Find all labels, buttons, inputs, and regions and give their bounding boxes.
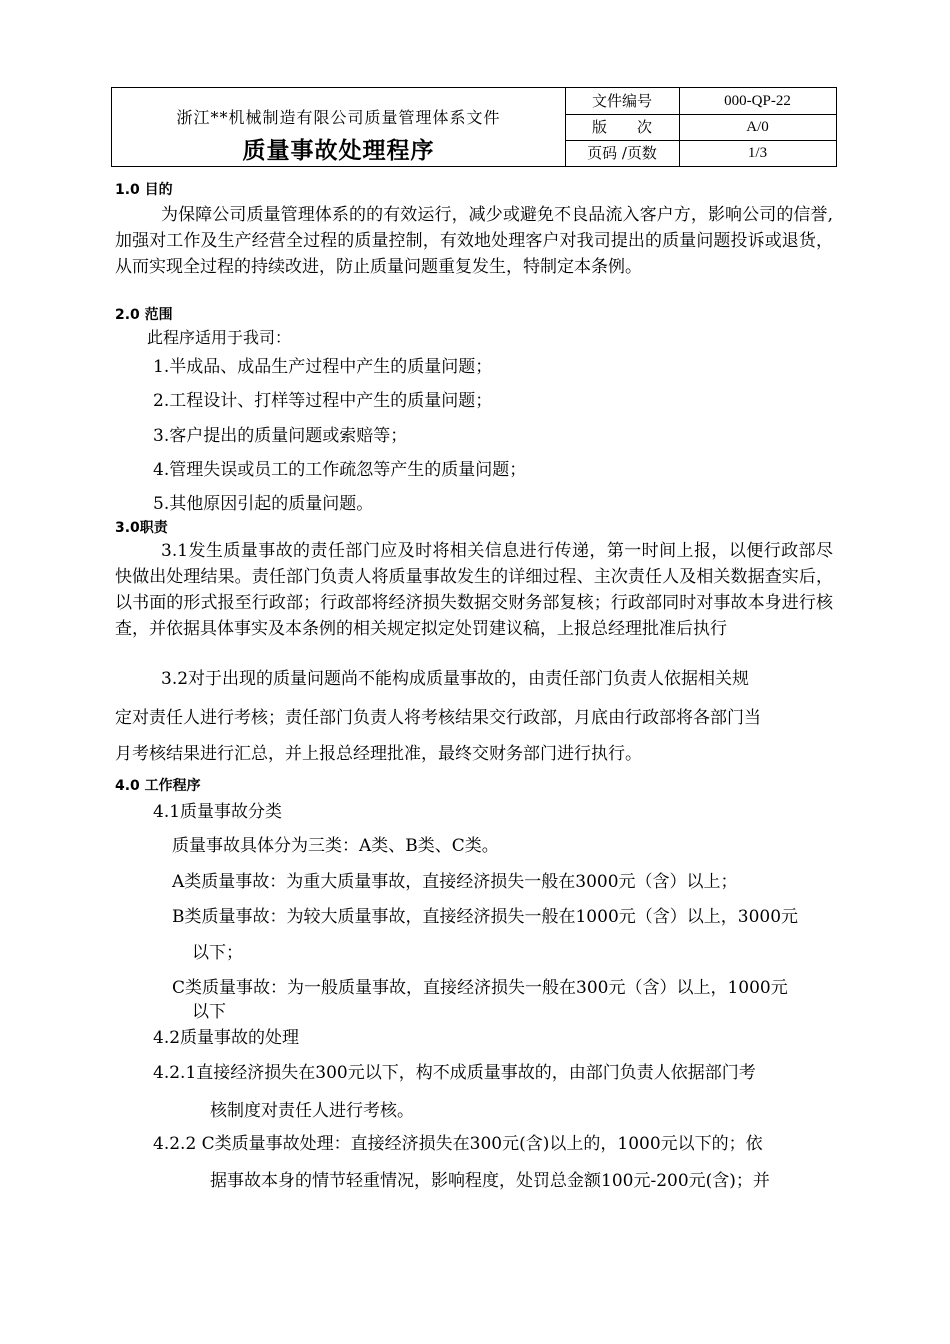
responsibility-p2-line-1: 3.2对于出现的质量问题尚不能构成质量事故的，由责任部门负责人依据相关规	[161, 669, 750, 689]
rule-4-2-2-line-1: 4.2.2 C类质量事故处理：直接经济损失在300元(含)以上的，1000元以下的；依	[153, 1134, 763, 1154]
section-heading-procedure: 4.0 工作程序	[115, 778, 201, 794]
scope-item-2: 2.工程设计、打样等过程中产生的质量问题；	[153, 391, 493, 411]
version-row	[565, 114, 836, 141]
class-b-definition-line-1: B类质量事故：为较大质量事故，直接经济损失一般在1000元（含）以上，3000元	[172, 907, 799, 927]
doc-number-row	[565, 88, 836, 115]
doc-number-label: 文件编号	[565, 88, 680, 114]
scope-item-1: 1.半成品、成品生产过程中产生的质量问题；	[153, 357, 493, 377]
document-title: 质量事故处理程序	[242, 138, 435, 164]
page-count-row	[565, 140, 836, 166]
section-heading-scope: 2.0 范围	[115, 307, 173, 323]
scope-item-5: 5.其他原因引起的质量问题。	[153, 494, 374, 514]
responsibility-paragraph-1: 3.1发生质量事故的责任部门应及时将相关信息进行传递，第一时间上报，以便行政部尽快做出处理结果。责任部门负责人将质量事故发生的详细过程、主次责任人及相关数据查实后，以书面的形式报至行政部；行政部将经济损失数据交财务部复核；行政部同时对事故本身进行核查，并依据具体事实及本条例的相关规定拟定处罚建议稿，上报总经理批准后执行	[115, 541, 833, 639]
class-c-definition-line-1: C类质量事故：为一般质量事故，直接经济损失一般在300元（含）以上，1000元	[172, 978, 788, 998]
rule-4-2-2-line-2: 据事故本身的情节轻重情况，影响程度，处罚总金额100元-200元(含)；并	[210, 1171, 770, 1191]
scope-intro: 此程序适用于我司：	[147, 328, 292, 347]
page-count-label: 页码 /页数	[565, 140, 680, 166]
rule-4-2-1-line-1: 4.2.1直接经济损失在300元以下，构不成质量事故的，由部门负责人依据部门考	[153, 1063, 756, 1083]
class-a-definition: A类质量事故：为重大质量事故，直接经济损失一般在3000元（含）以上；	[172, 872, 738, 892]
rule-4-2-1-line-2: 核制度对责任人进行考核。	[210, 1101, 414, 1121]
section-heading-purpose: 1.0 目的	[115, 182, 173, 198]
header-title-cell	[112, 88, 566, 166]
scope-item-4: 4.管理失误或员工的工作疏忽等产生的质量问题；	[153, 460, 527, 480]
doc-number-value: 000-QP-22	[724, 93, 791, 109]
header-info-cells	[565, 88, 836, 166]
responsibility-p2-line-3: 月考核结果进行汇总，并上报总经理批准，最终交财务部门进行执行。	[115, 744, 642, 764]
subsection-handling-title: 4.2质量事故的处理	[153, 1028, 300, 1048]
purpose-paragraph: 为保障公司质量管理体系的的有效运行，减少或避免不良品流入客户方，影响公司的信誉,加强对工作及生产经营全过程的质量控制，有效地处理客户对我司提出的质量问题投诉或退货，从而实现全过程的持续改进，防止质量问题重复发生，特制定本条例。	[115, 205, 833, 277]
version-value: A/0	[746, 119, 769, 135]
subsection-classification-title: 4.1质量事故分类	[153, 802, 283, 822]
company-name: 浙江**机械制造有限公司质量管理体系文件	[176, 108, 501, 127]
responsibility-p2-line-2: 定对责任人进行考核；责任部门负责人将考核结果交行政部，月底由行政部将各部门当	[115, 708, 761, 728]
scope-item-3: 3.客户提出的质量问题或索赔等；	[153, 426, 408, 446]
version-label: 版 次	[565, 114, 680, 140]
classification-intro: 质量事故具体分为三类：A类、B类、C类。	[172, 836, 499, 856]
class-c-definition-line-2: 以下	[192, 1002, 226, 1022]
page-count-value: 1/3	[747, 145, 768, 161]
section-heading-responsibility: 3.0职责	[115, 520, 168, 536]
document-header-table	[111, 87, 837, 167]
class-b-definition-line-2: 以下；	[192, 943, 243, 963]
